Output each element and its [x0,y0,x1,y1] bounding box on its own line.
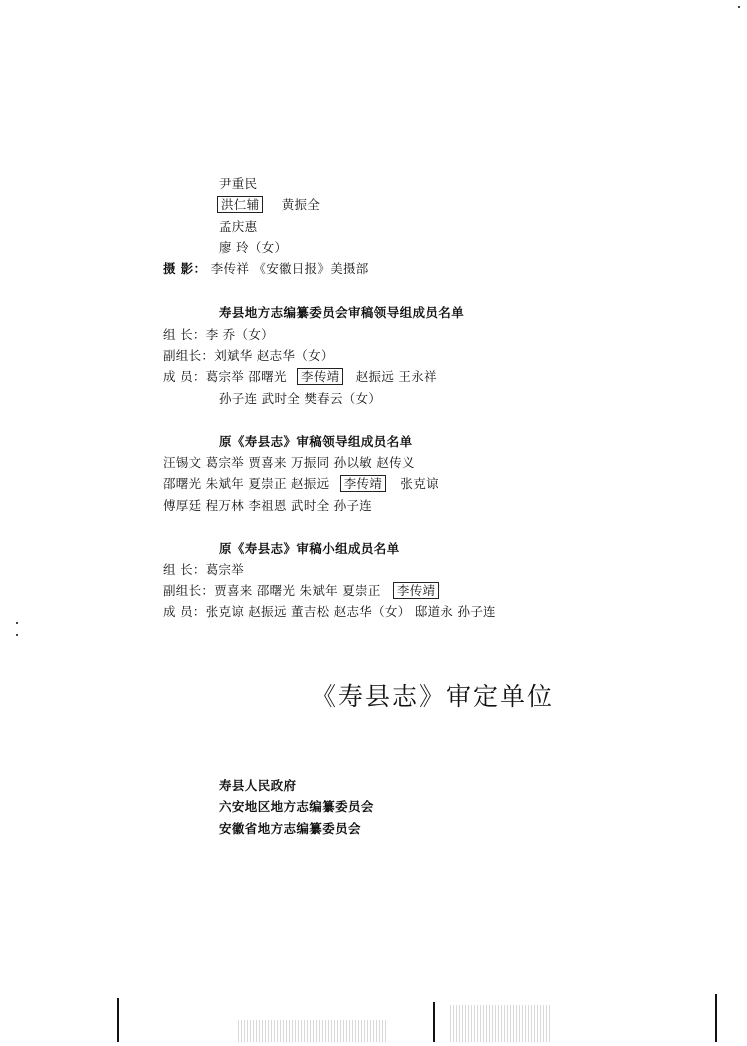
review-deputy-line [163,348,334,364]
original-leader-row-2 [163,476,439,492]
approval-title: 《寿县志》审定单位 [311,682,555,711]
row2-before: 邵曙光 朱斌年 夏崇正 赵振远 [163,476,330,491]
deputy-value: 刘斌华 赵志华（女） [214,348,334,363]
small-group-leader-line [163,562,244,578]
deputy-label: 副组长： [163,583,215,598]
members-after: 赵振远 王永祥 [355,369,437,384]
leader-label: 组 长： [163,327,206,342]
members-value: 张克谅 赵振远 董吉松 赵志华（女） 邸道永 孙子连 [205,604,496,619]
scan-edge-mark [117,998,119,1042]
editor-name-4: 廖 玲（女） [219,240,288,255]
scan-noise [238,1020,388,1042]
review-members-line [163,369,437,385]
original-leader-group-title: 原《寿县志》审稿领导组成员名单 [219,434,413,449]
review-members-line-2: 孙子连 武时全 樊春云（女） [219,391,382,406]
leader-value: 葛宗举 [205,562,245,577]
scan-edge-mark [715,994,717,1042]
members-before: 葛宗举 邵曙光 [205,369,287,384]
editor-name: 黄振全 [281,197,321,212]
boxed-name: 李传靖 [393,582,439,599]
small-group-deputy-line [163,583,439,599]
deputy-before: 贾喜来 邵曙光 朱斌年 夏崇正 [214,583,381,598]
small-group-members-line [163,604,496,620]
editor-line-2 [217,197,320,213]
scan-dot [16,622,18,624]
approval-unit-1: 寿县人民政府 [219,778,297,793]
leader-label: 组 长： [163,562,206,577]
photography-value: 李传祥 《安徽日报》美摄部 [210,261,369,276]
leader-value: 李 乔（女） [205,327,274,342]
photography-line [163,261,369,277]
deputy-label: 副组长： [163,348,215,363]
approval-unit-3: 安徽省地方志编纂委员会 [219,821,361,836]
review-leader-line [163,327,274,343]
members-label: 成 员： [163,604,206,619]
photography-label: 摄 影： [163,261,207,276]
scan-noise [450,1005,550,1042]
boxed-name: 李传靖 [297,368,343,385]
original-small-group-title: 原《寿县志》审稿小组成员名单 [219,541,400,556]
editor-name-1: 尹重民 [219,176,258,191]
original-leader-row-1: 汪锡文 葛宗举 贾喜来 万振同 孙以敏 赵传义 [163,455,415,470]
boxed-name: 洪仁辅 [217,196,263,213]
original-leader-row-3: 傅厚廷 程万林 李祖恩 武时全 孙子连 [163,498,373,513]
row2-after: 张克谅 [400,476,439,491]
boxed-name: 李传靖 [340,475,386,492]
scan-edge-mark [433,1002,435,1042]
scan-dot [738,6,740,8]
editor-name-3: 孟庆惠 [219,219,258,234]
scan-dot [16,634,18,636]
approval-unit-2: 六安地区地方志编纂委员会 [219,799,374,814]
review-group-title: 寿县地方志编纂委员会审稿领导组成员名单 [219,305,465,320]
members-label: 成 员： [163,369,206,384]
